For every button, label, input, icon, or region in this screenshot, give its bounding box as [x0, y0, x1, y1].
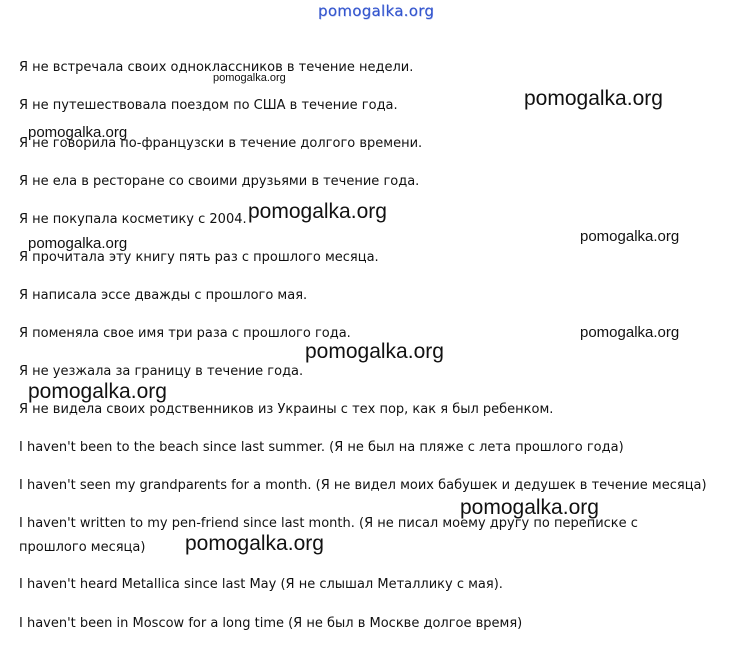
- watermark: pomogalka.org: [248, 200, 387, 223]
- text-line: Я прочитала эту книгу пять раз с прошлого месяца.: [19, 250, 379, 265]
- watermark: pomogalka.org: [460, 496, 599, 519]
- text-line: Я не ела в ресторане со своими друзьями в течение года.: [19, 174, 420, 189]
- watermark: pomogalka.org: [305, 340, 444, 363]
- watermark: pomogalka.org: [580, 324, 680, 341]
- watermark: pomogalka.org: [213, 72, 286, 84]
- watermark: pomogalka.org: [28, 380, 167, 403]
- text-line: Я не встречала своих одноклассников в течение недели.: [19, 60, 414, 75]
- watermark: pomogalka.org: [580, 228, 680, 245]
- text-line: Я написала эссе дважды с прошлого мая.: [19, 288, 308, 303]
- site-link[interactable]: pomogalka.org: [318, 2, 435, 20]
- text-line: I haven't been in Moscow for a long time (Я не был в Москве долгое время): [19, 616, 523, 631]
- watermark: pomogalka.org: [28, 235, 128, 252]
- text-line: Я не путешествовала поездом по США в течение года.: [19, 98, 398, 113]
- text-line: Я не видела своих родственников из Украины с тех пор, как я был ребенком.: [19, 402, 554, 417]
- text-line: I haven't heard Metallica since last May (Я не слышал Металлику с мая).: [19, 577, 503, 592]
- text-line: Я не говорила по-французски в течение долгого времени.: [19, 136, 423, 151]
- text-line: I haven't written to my pen-friend since last month. (Я не писал моему другу по переписке с прошлого месяца): [19, 516, 638, 555]
- text-line: I haven't been to the beach since last summer. (Я не был на пляже с лета прошлого года): [19, 440, 624, 455]
- text-line: Я поменяла свое имя три раза с прошлого года.: [19, 326, 351, 341]
- watermark: pomogalka.org: [185, 532, 324, 555]
- text-line: Я не покупала косметику с 2004.: [19, 212, 247, 227]
- watermark: pomogalka.org: [524, 87, 663, 110]
- text-line: I haven't seen my grandparents for a month. (Я не видел моих бабушек и дедушек в течение месяца): [19, 478, 707, 493]
- watermark: pomogalka.org: [28, 124, 128, 141]
- text-line: Я не уезжала за границу в течение года.: [19, 364, 304, 379]
